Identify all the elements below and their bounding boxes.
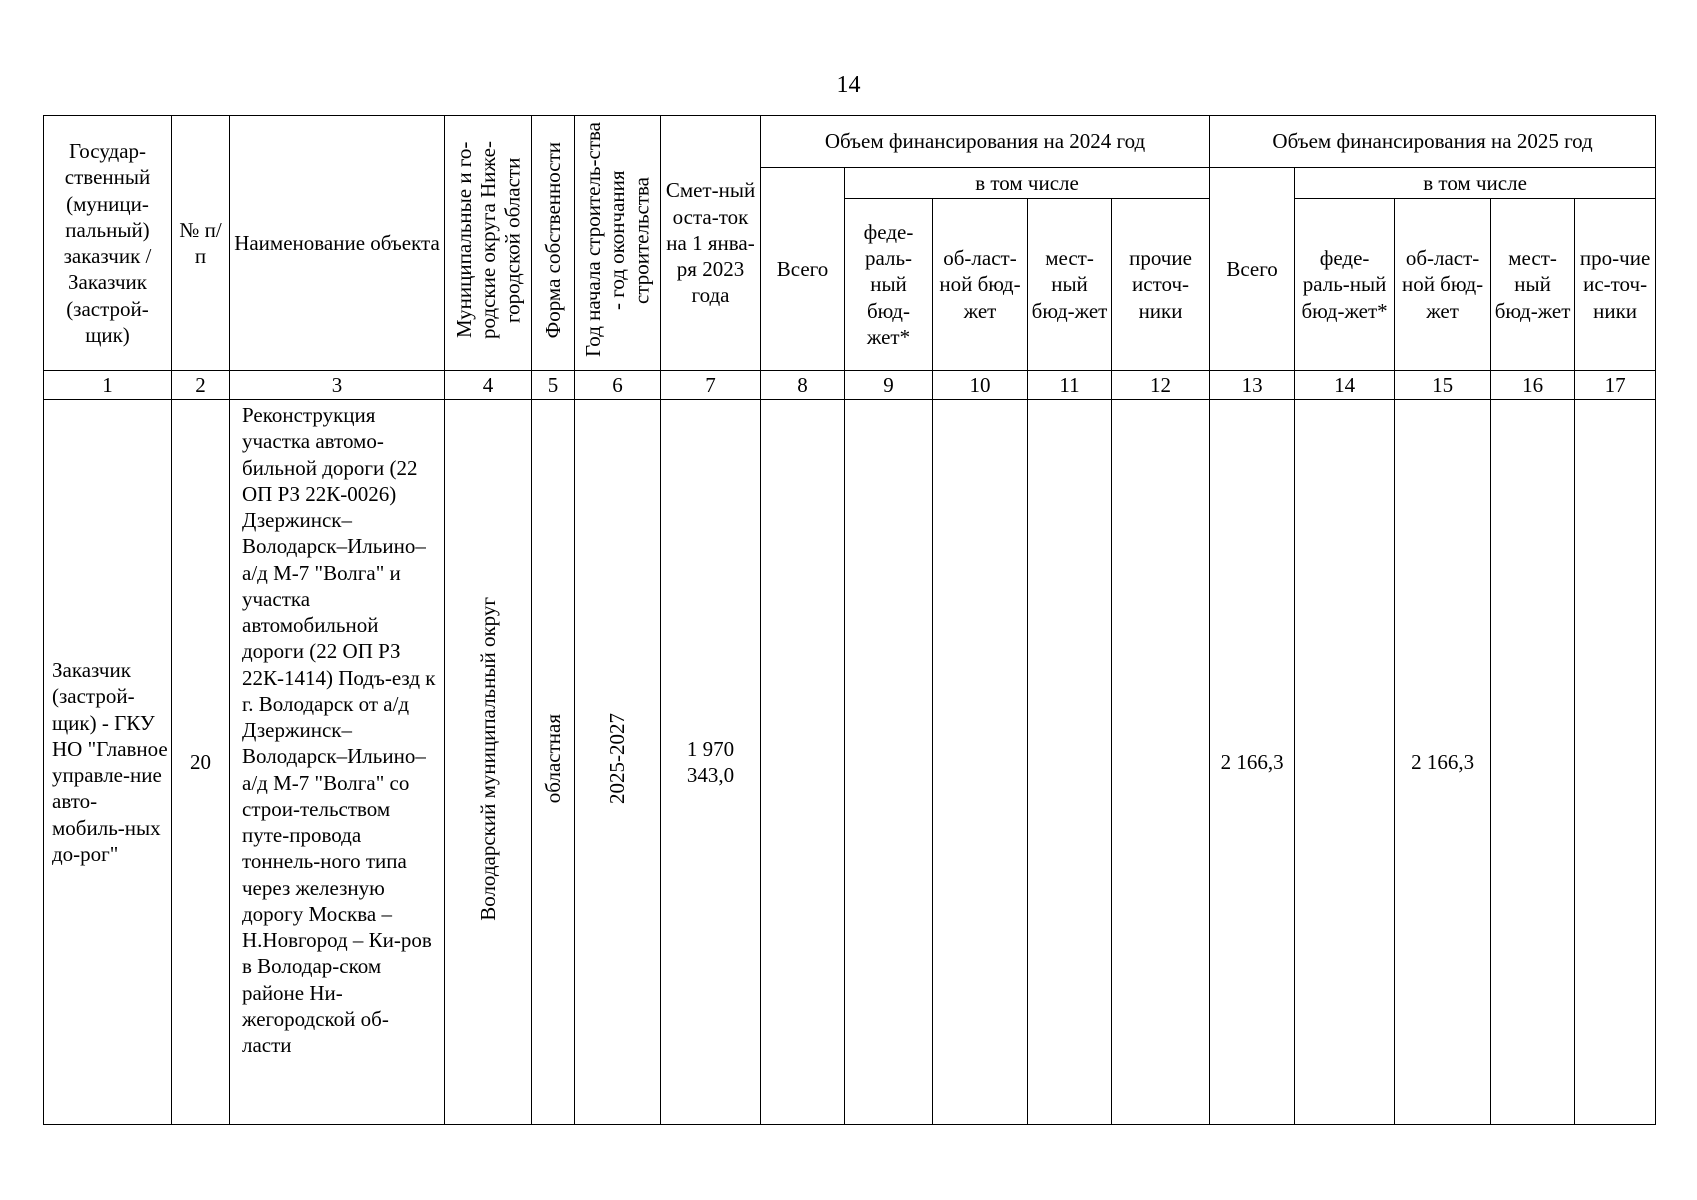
table-row bbox=[44, 400, 1656, 1125]
header-including-2024: в том числе bbox=[845, 168, 1210, 199]
header-client: Государ-ственный (муници-пальный) заказчик / Заказчик (застрой-щик) bbox=[44, 116, 172, 371]
construction-budget-table bbox=[43, 115, 1656, 1125]
column-number: 6 bbox=[575, 371, 661, 400]
header-municipality-cell bbox=[445, 116, 532, 371]
header-years: Год начала строитель-ства - год окончания строительства bbox=[581, 122, 654, 358]
column-number: 7 bbox=[661, 371, 761, 400]
ownership-cell bbox=[532, 400, 575, 1125]
total-2025-cell: 2 166,3 bbox=[1210, 400, 1295, 1125]
column-number-row bbox=[44, 371, 1656, 400]
total-2024-cell bbox=[761, 400, 845, 1125]
column-number: 8 bbox=[761, 371, 845, 400]
column-number: 5 bbox=[532, 371, 575, 400]
object-name-cell: Реконструкция участка автомо-бильной дороги (22 ОП РЗ 22К-0026) Дзержинск–Володарск–Ильино–а/д М-7 "Волга" и участка автомобильной дороги (22 ОП РЗ 22К-1414) Подъ-езд к г. Володарск от а/д Дзержинск–Володарск–Ильино–а/д М-7 "Волга" со строи-тельством путе-провода тоннель-ного типа через железную дорогу Москва – Н.Новгород – Ки-ров в Володар-ском районе Ни-жегородской об-ласти bbox=[230, 400, 445, 1125]
header-total-2025: Всего bbox=[1210, 168, 1295, 371]
years-cell bbox=[575, 400, 661, 1125]
header-ownership: Форма собственности bbox=[540, 141, 565, 339]
regional-2025-cell: 2 166,3 bbox=[1395, 400, 1491, 1125]
other-2024-cell bbox=[1112, 400, 1210, 1125]
header-other-2024: прочие источ-ники bbox=[1112, 199, 1210, 371]
header-object-name: Наименование объекта bbox=[230, 116, 445, 371]
years-value: 2025-2027 bbox=[605, 713, 630, 805]
row-number-cell: 20 bbox=[172, 400, 230, 1125]
local-2024-cell bbox=[1028, 400, 1112, 1125]
header-regional-2025: об-ласт-ной бюд-жет bbox=[1395, 199, 1491, 371]
federal-2025-cell bbox=[1295, 400, 1395, 1125]
column-number: 4 bbox=[445, 371, 532, 400]
header-federal-2025: феде-раль-ный бюд-жет* bbox=[1295, 199, 1395, 371]
column-number: 12 bbox=[1112, 371, 1210, 400]
column-number: 1 bbox=[44, 371, 172, 400]
page-number: 14 bbox=[836, 72, 861, 98]
header-local-2024: мест-ный бюд-жет bbox=[1028, 199, 1112, 371]
column-number: 15 bbox=[1395, 371, 1491, 400]
header-financing-2024: Объем финансирования на 2024 год bbox=[761, 116, 1210, 168]
header-local-2025: мест-ный бюд-жет bbox=[1491, 199, 1575, 371]
header-estimated-balance: Смет-ный оста-ток на 1 янва-ря 2023 года bbox=[661, 116, 761, 371]
municipality-value: Володарский муниципальный округ bbox=[475, 596, 500, 921]
column-number: 2 bbox=[172, 371, 230, 400]
ownership-value: областная bbox=[540, 714, 565, 804]
column-number: 11 bbox=[1028, 371, 1112, 400]
federal-2024-cell bbox=[845, 400, 933, 1125]
header-regional-2024: об-ласт-ной бюд-жет bbox=[933, 199, 1028, 371]
header-other-2025: про-чие ис-точ-ники bbox=[1575, 199, 1656, 371]
header-ownership-cell bbox=[532, 116, 575, 371]
column-number: 14 bbox=[1295, 371, 1395, 400]
header-including-2025: в том числе bbox=[1295, 168, 1656, 199]
regional-2024-cell bbox=[933, 400, 1028, 1125]
column-number: 17 bbox=[1575, 371, 1656, 400]
column-number: 16 bbox=[1491, 371, 1575, 400]
estimated-balance-cell: 1 970 343,0 bbox=[661, 400, 761, 1125]
local-2025-cell bbox=[1491, 400, 1575, 1125]
header-years-cell bbox=[575, 116, 661, 371]
municipality-cell bbox=[445, 400, 532, 1125]
header-financing-2025: Объем финансирования на 2025 год bbox=[1210, 116, 1656, 168]
header-row-1 bbox=[44, 116, 1656, 168]
other-2025-cell bbox=[1575, 400, 1656, 1125]
column-number: 10 bbox=[933, 371, 1028, 400]
column-number: 9 bbox=[845, 371, 933, 400]
header-number: № п/п bbox=[172, 116, 230, 371]
column-number: 3 bbox=[230, 371, 445, 400]
column-number: 13 bbox=[1210, 371, 1295, 400]
header-total-2024: Всего bbox=[761, 168, 845, 371]
client-cell: Заказчик (застрой-щик) - ГКУ НО "Главное управле-ние авто-мобиль-ных до-рог" bbox=[44, 400, 172, 1125]
header-municipality: Муниципальные и го-родские округа Ниже-городской области bbox=[451, 140, 525, 339]
header-federal-2024: феде-раль-ный бюд-жет* bbox=[845, 199, 933, 371]
